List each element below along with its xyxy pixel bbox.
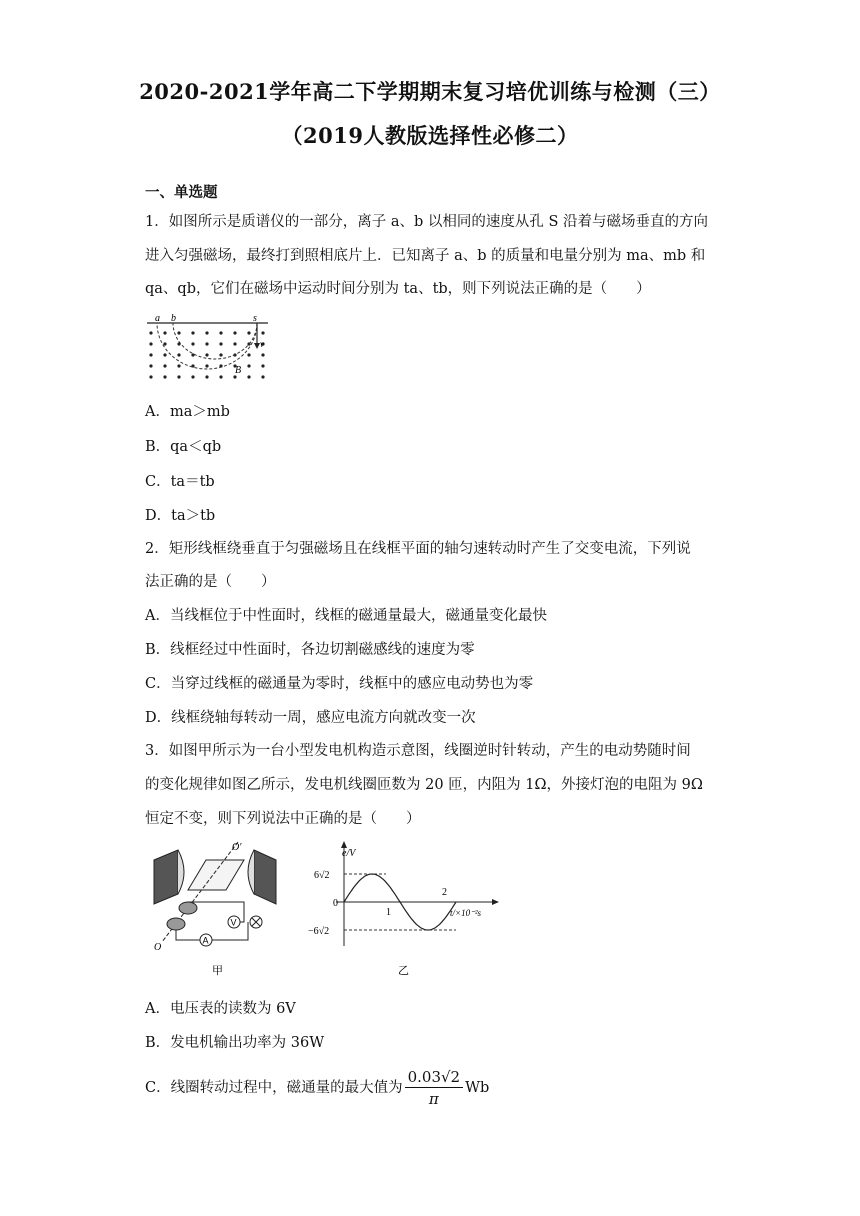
q3-option-b: B．发电机输出功率为 36W (145, 1035, 325, 1051)
q3-stem-line2: 的变化规律如图乙所示，发电机线圈匝数为 20 匝，内阻为 1Ω，外接灯泡的电阻为 9Ω (145, 777, 703, 793)
q3-stem-line3: 恒定不变，则下列说法中正确的是（ ） (145, 811, 421, 827)
q2-option-c: C．当穿过线框的磁通量为零时，线框中的感应电动势也为零 (145, 676, 534, 692)
label-v: v (260, 339, 264, 349)
origin-label: 0 (333, 898, 338, 909)
q2-stem-line2: 法正确的是（ ） (145, 574, 276, 590)
x-axis-label: t/×10⁻²s (450, 908, 482, 918)
q1-option-a: A．ma＞mb (145, 404, 230, 420)
slip-ring-1 (179, 902, 197, 914)
fraction-numerator: 0.03√2 (405, 1068, 464, 1088)
q2-option-b: B．线框经过中性面时，各边切割磁感线的速度为零 (145, 642, 475, 658)
q1-option-b: B．qa＜qb (145, 439, 222, 455)
q2-option-a: A．当线框位于中性面时，线框的磁通量最大，磁通量变化最快 (145, 608, 547, 624)
q3-option-c (145, 1068, 489, 1108)
magnet-right (254, 850, 276, 904)
q3-stem-line1: 3．如图甲所示为一台小型发电机构造示意图，线圈逆时针转动，产生的电动势随时间 (145, 743, 691, 759)
tick-1-label: 1 (386, 907, 391, 918)
q2-stem-line1: 2．矩形线框绕垂直于匀强磁场且在线框平面的轴匀速转动时产生了交变电流，下列说 (145, 541, 691, 557)
q1-stem-line3: qa、qb，它们在磁场中运动时间分别为 ta、tb，则下列说法正确的是（ ） (145, 281, 651, 297)
paper-subtitle: （2019人教版选择性必修二） (281, 123, 579, 148)
label-b: b (171, 313, 176, 324)
label-B: B (235, 365, 242, 376)
fraction-denominator: π (428, 1090, 439, 1108)
coil (188, 860, 244, 890)
label-a: a (155, 313, 160, 324)
q3-generator-figure (148, 838, 288, 980)
section-heading: 一、单选题 (145, 184, 218, 201)
q1-option-c: C．ta＝tb (145, 474, 215, 490)
y-min-label: −6√2 (308, 926, 330, 937)
q3-option-c-text: C．线圈转动过程中，磁通量的最大值为 (145, 1080, 403, 1096)
slip-ring-2 (167, 918, 185, 930)
svg-text:V: V (230, 917, 237, 928)
ion-b-path (173, 323, 257, 359)
label-o: O (154, 942, 162, 953)
caption-jia: 甲 (212, 964, 223, 977)
ion-a-path (157, 323, 257, 369)
q1-stem-line1: 1．如图所示是质谱仪的一部分，离子 a、b 以相同的速度从孔 S 沿着与磁场垂直的方向 (145, 214, 709, 230)
q2-option-d: D．线框绕轴每转动一周，感应电流方向就改变一次 (145, 710, 476, 726)
svg-text:A: A (202, 935, 209, 946)
q3-option-a: A．电压表的读数为 6V (145, 1001, 296, 1017)
y-axis-label: e/V (342, 848, 356, 859)
magnetic-field-dots (149, 331, 264, 378)
q3-emf-time-graph (306, 838, 502, 980)
tick-2-label: 2 (442, 887, 447, 898)
q1-stem-line2: 进入匀强磁场，最终打到照相底片上．已知离子 a、b 的质量和电量分别为 ma、mb 和 (145, 248, 706, 264)
y-max-label: 6√2 (314, 870, 330, 881)
caption-yi: 乙 (398, 964, 409, 977)
flux-fraction (405, 1068, 464, 1108)
q3-option-c-unit: Wb (465, 1080, 490, 1096)
q1-mass-spectrometer-figure (143, 311, 271, 383)
label-s: s (253, 313, 257, 324)
label-o-prime: O′ (232, 842, 242, 853)
q1-option-d: D．ta＞tb (145, 508, 216, 524)
paper-title: 2020-2021学年高二下学期期末复习培优训练与检测（三） (139, 79, 721, 104)
magnet-left (154, 850, 178, 904)
